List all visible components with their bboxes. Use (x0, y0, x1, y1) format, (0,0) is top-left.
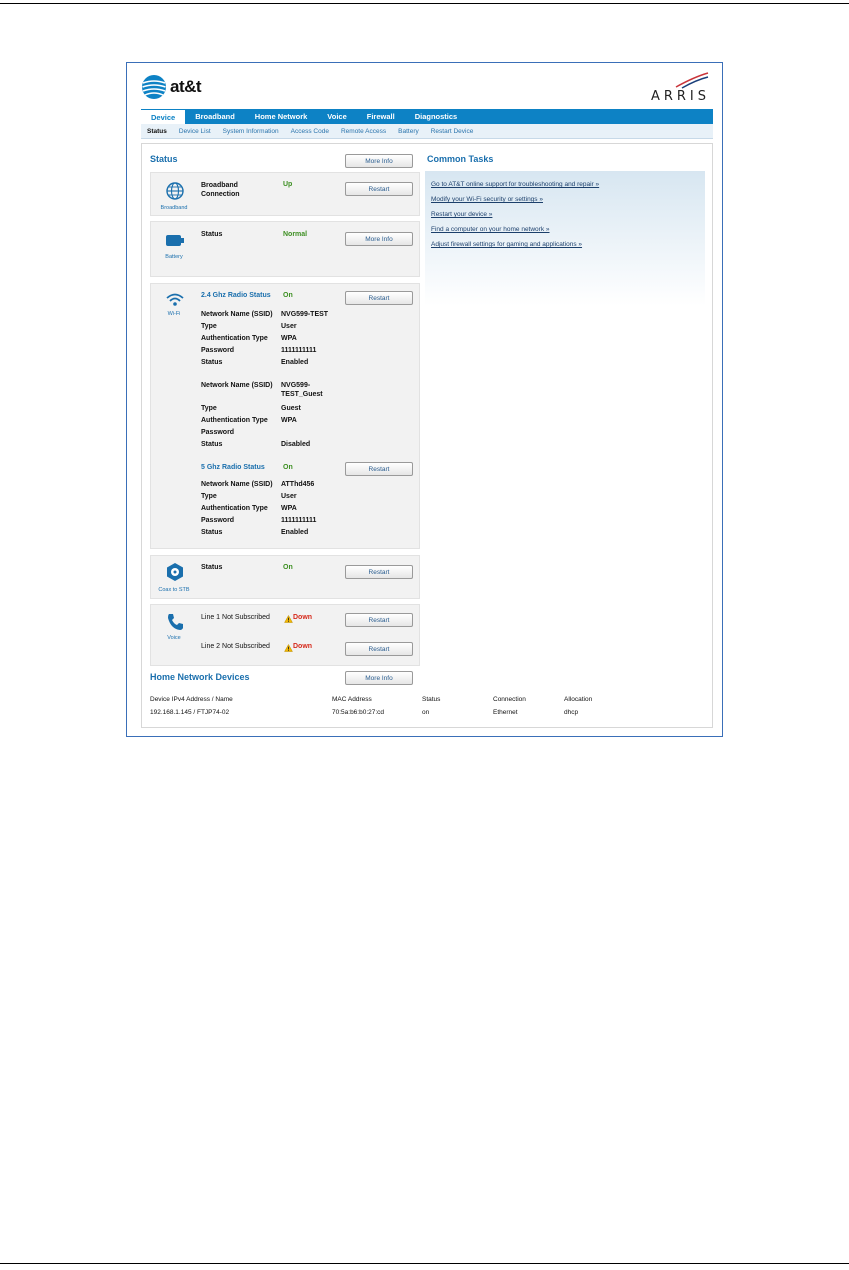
gateway-screenshot (126, 62, 723, 737)
radio-5-restart-button[interactable]: Restart (345, 462, 413, 476)
tab-diagnostics[interactable]: Diagnostics (414, 112, 458, 121)
warning-icon (284, 615, 293, 623)
task-link-find-computer[interactable]: Find a computer on your home network » (431, 226, 550, 233)
coax-status-label: Status (201, 564, 223, 571)
voice-icon-label: Voice (167, 635, 181, 641)
net3-auth-value: WPA (281, 505, 297, 512)
net2-ssid-line2: TEST_Guest (281, 391, 323, 398)
battery-more-info-button[interactable]: More Info (345, 232, 413, 246)
voice-panel (150, 604, 420, 666)
coax-icon-label: Coax to STB (158, 587, 190, 593)
battery-icon (165, 230, 185, 250)
coax-status-value: On (283, 564, 293, 571)
tab-firewall[interactable]: Firewall (366, 112, 395, 121)
connection-cell: Ethernet (493, 709, 518, 716)
column-header-device: Device IPv4 Address / Name (150, 696, 233, 703)
net1-auth-label: Authentication Type (201, 335, 268, 342)
net1-status-value: Enabled (281, 359, 309, 366)
home-network-more-info-button[interactable]: More Info (345, 671, 413, 685)
subtab-status[interactable]: Status (147, 127, 167, 135)
home-network-title: Home Network Devices (150, 672, 250, 682)
line2-label: Line 2 Not Subscribed (201, 643, 270, 650)
battery-status-label: Status (201, 231, 223, 238)
net2-type-label: Type (201, 405, 217, 412)
net3-type-label: Type (201, 493, 217, 500)
sub-nav (141, 124, 713, 139)
subtab-battery[interactable]: Battery (398, 127, 419, 135)
status-more-info-button[interactable]: More Info (345, 154, 413, 168)
net1-auth-value: WPA (281, 335, 297, 342)
status-title: Status (150, 154, 178, 164)
net1-password-value: 1111111111 (281, 347, 317, 354)
net1-type-value: User (281, 323, 297, 330)
net2-ssid-line1: NVG599- (281, 382, 311, 389)
wifi-icon (165, 290, 185, 310)
broadband-connection-label: Broadband Connection (201, 182, 240, 198)
net2-ssid-label: Network Name (SSID) (201, 382, 273, 389)
net3-status-value: Enabled (281, 529, 309, 536)
line2-status-value: Down (293, 643, 313, 650)
column-header-connection: Connection (493, 696, 526, 703)
main-nav (141, 109, 713, 124)
common-tasks-panel (425, 171, 705, 306)
mac-address-cell: 70:5a:b6:b0:27:cd (332, 709, 385, 716)
common-tasks-title: Common Tasks (427, 154, 494, 164)
net3-ssid-label: Network Name (SSID) (201, 481, 273, 488)
task-link-restart[interactable]: Restart your device » (431, 211, 493, 218)
line1-restart-button[interactable]: Restart (345, 613, 413, 627)
phone-icon (165, 612, 185, 632)
net1-type-label: Type (201, 323, 217, 330)
arris-wordmark: ARRIS (650, 89, 710, 104)
subtab-system-information[interactable]: System Information (222, 127, 279, 135)
line1-status-value: Down (293, 614, 313, 621)
net1-ssid-label: Network Name (SSID) (201, 311, 273, 318)
att-logo (141, 73, 201, 101)
column-header-allocation: Allocation (564, 696, 593, 703)
net2-type-value: Guest (281, 405, 301, 412)
battery-panel (150, 221, 420, 277)
task-link-firewall[interactable]: Adjust firewall settings for gaming and applications » (431, 241, 583, 248)
net2-status-label: Status (201, 441, 223, 448)
net3-ssid-value: ATThd456 (281, 481, 315, 488)
battery-status-value: Normal (283, 231, 308, 238)
warning-icon (284, 644, 293, 652)
att-globe-icon (141, 74, 167, 100)
net2-auth-value: WPA (281, 417, 297, 424)
wifi-icon-label: Wi-Fi (167, 311, 181, 317)
allocation-cell: dhcp (564, 709, 579, 716)
net1-password-label: Password (201, 347, 235, 354)
broadband-status-value: Up (283, 181, 293, 188)
tab-voice[interactable]: Voice (327, 112, 347, 121)
broadband-restart-button[interactable]: Restart (345, 182, 413, 196)
tab-device[interactable]: Device (141, 109, 185, 124)
task-link-support[interactable]: Go to AT&T online support for troubleshooting and repair » (431, 181, 600, 188)
radio-5-status-value: On (283, 464, 293, 471)
page-bottom-rule (0, 1263, 849, 1264)
coax-restart-button[interactable]: Restart (345, 565, 413, 579)
globe-icon (165, 181, 185, 201)
net1-status-label: Status (201, 359, 223, 366)
page-top-rule (0, 3, 849, 4)
tab-broadband[interactable]: Broadband (195, 112, 235, 121)
net3-password-label: Password (201, 517, 235, 524)
coax-connector-icon (165, 562, 185, 582)
task-link-wifi-security[interactable]: Modify your Wi-Fi security or settings » (431, 196, 543, 203)
net2-password-label: Password (201, 429, 235, 436)
subtab-remote-access[interactable]: Remote Access (340, 127, 387, 135)
net3-status-label: Status (201, 529, 223, 536)
coax-panel (150, 555, 420, 599)
subtab-device-list[interactable]: Device List (178, 127, 211, 135)
net3-type-value: User (281, 493, 297, 500)
line1-label: Line 1 Not Subscribed (201, 614, 270, 621)
radio-5-status-label: 5 Ghz Radio Status (201, 464, 265, 471)
net2-status-value: Disabled (281, 441, 311, 448)
column-header-mac: MAC Address (332, 696, 372, 703)
net2-auth-label: Authentication Type (201, 417, 268, 424)
radio-24-status-label: 2.4 Ghz Radio Status (201, 292, 271, 299)
subtab-restart-device[interactable]: Restart Device (430, 127, 474, 135)
column-header-status: Status (422, 696, 441, 703)
line2-restart-button[interactable]: Restart (345, 642, 413, 656)
broadband-icon-label: Broadband (160, 205, 188, 211)
wifi-panel (150, 283, 420, 549)
net3-password-value: 1111111111 (281, 517, 317, 524)
net1-ssid-value: NVG599-TEST (281, 311, 329, 318)
content-area (141, 143, 713, 728)
device-status-cell: on (422, 709, 430, 716)
battery-icon-label: Battery (165, 254, 183, 260)
tab-home-network[interactable]: Home Network (254, 112, 308, 121)
radio-24-restart-button[interactable]: Restart (345, 291, 413, 305)
broadband-panel (150, 172, 420, 216)
subtab-access-code[interactable]: Access Code (290, 127, 329, 135)
radio-24-status-value: On (283, 292, 293, 299)
att-wordmark: at&t (170, 77, 202, 96)
net3-auth-label: Authentication Type (201, 505, 268, 512)
device-address-cell: 192.168.1.145 / FTJP74-02 (150, 709, 230, 716)
